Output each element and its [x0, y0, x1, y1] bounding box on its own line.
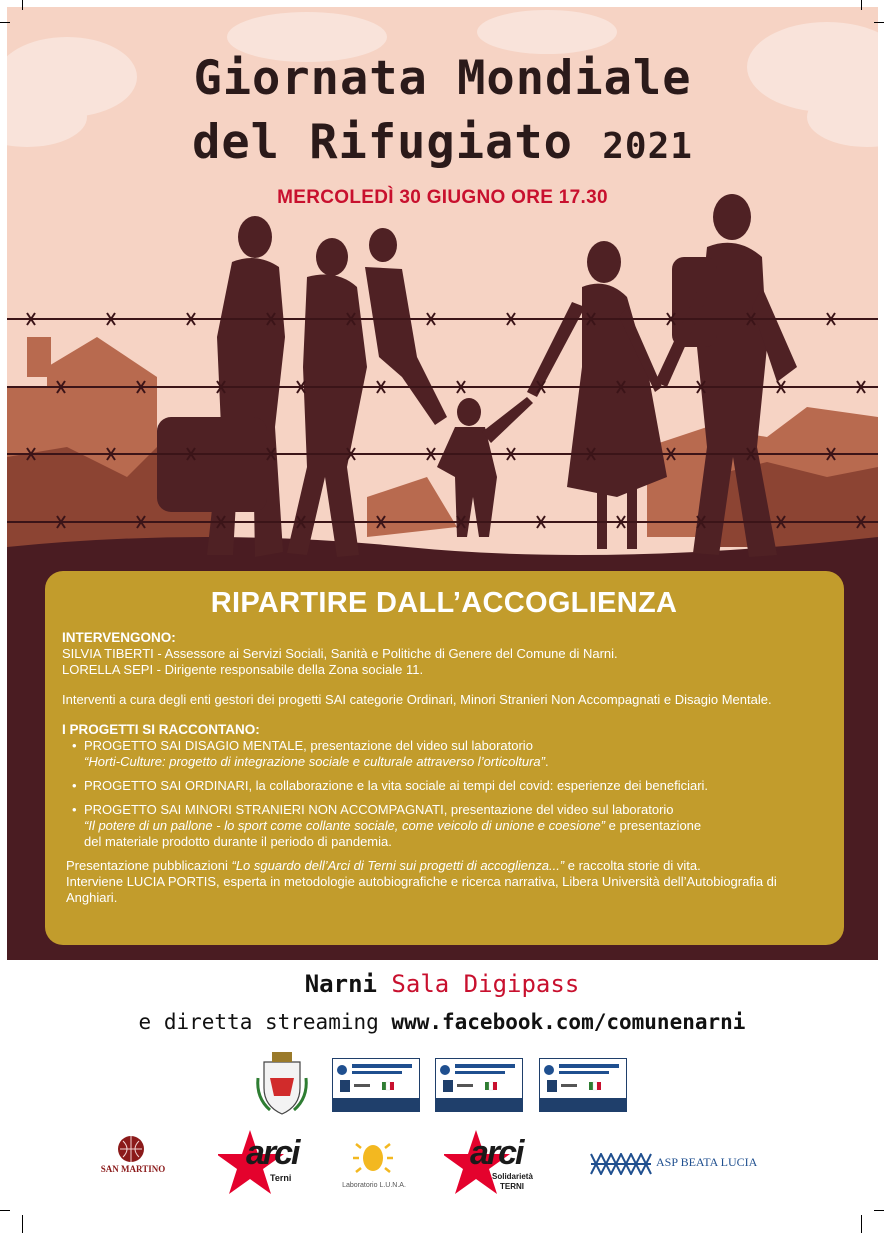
people-silhouettes	[157, 194, 797, 557]
sai-badge-2-logo	[435, 1058, 523, 1112]
crop-mark	[874, 1210, 884, 1211]
title-year: 2021	[602, 126, 693, 167]
sai-badge-3-logo	[539, 1058, 627, 1112]
arci-terni-sub-2: TERNI	[500, 1182, 524, 1191]
sun-logo-icon	[350, 1138, 396, 1178]
project-tail: .	[545, 754, 549, 769]
event-date: MERCOLEDÌ 30 GIUGNO ORE 17.30	[277, 187, 608, 208]
venue-city: Narni	[304, 970, 377, 998]
poster	[7, 7, 878, 960]
project-italic: “Horti-Culture: progetto di integrazione sociale e culturale attraverso l’orticoltura”	[84, 754, 545, 769]
narni-coat-of-arms-logo	[254, 1048, 310, 1118]
project-tail: e presentazione	[605, 818, 702, 833]
publication-text	[62, 858, 826, 874]
interventions-text: Interventi a cura degli enti gestori dei progetti SAI categorie Ordinari, Minori Stranieri Non Accompagnati e Disagio Mentale.	[62, 692, 772, 707]
speaker-1: SILVIA TIBERTI - Assessore ai Servizi Sociali, Sanità e Politiche di Genere del Comune di Narni.	[62, 646, 618, 661]
crop-mark	[0, 22, 10, 23]
asp-label: ASP BEATA LUCIA	[656, 1155, 758, 1169]
projects-label: I PROGETTI SI RACCONTANO:	[62, 722, 260, 737]
program-card	[45, 571, 844, 945]
crop-mark	[22, 0, 23, 10]
streaming-line	[0, 1010, 884, 1034]
crop-mark	[861, 0, 862, 10]
crop-mark	[861, 1215, 862, 1233]
publication-pre: Presentazione pubblicazioni	[66, 858, 232, 873]
speakers-label: INTERVENGONO:	[62, 630, 176, 645]
publication-post: e raccolta storie di vita.	[564, 858, 701, 873]
speaker-2: LORELLA SEPI - Dirigente responsabile della Zona sociale 11.	[62, 662, 424, 677]
project-item	[72, 802, 826, 850]
arci-terni-sub: Terni	[270, 1173, 292, 1183]
arci-word-2: arci	[470, 1134, 523, 1172]
final-speaker: Interviene LUCIA PORTIS, esperta in metodologie autobiografiche e ricerca narrativa, Libera Università dell’Autobiografia di Anghiari.	[66, 874, 777, 905]
asp-pattern-icon	[590, 1153, 652, 1175]
crop-mark	[22, 1215, 23, 1233]
laboratorio-label: Laboratorio L.U.N.A.	[342, 1182, 406, 1189]
title-line-2	[7, 115, 878, 170]
venue-hall: Sala Digipass	[391, 970, 580, 998]
stream-url[interactable]: www.facebook.com/comunenarni	[391, 1010, 746, 1034]
card-title: RIPARTIRE DALL’ACCOGLIENZA	[210, 587, 678, 619]
sai-badge-1-logo	[332, 1058, 420, 1112]
project-tail-2: del materiale prodotto durante il periodo di pandemia.	[84, 834, 392, 849]
crop-mark	[0, 1210, 10, 1211]
crop-mark	[874, 22, 884, 23]
projects-list	[62, 738, 826, 850]
project-italic: “Il potere di un pallone - lo sport come collante sociale, come veicolo di unione e coesione”	[84, 818, 606, 833]
project-title: PROGETTO SAI ORDINARI, la collaborazione e la vita sociale ai tempi del covid: esperienze dei beneficiari.	[84, 778, 709, 793]
title-line-1: Giornata Mondiale	[193, 51, 692, 106]
arci-word-1: arci	[246, 1134, 299, 1172]
stream-prefix: e diretta streaming	[138, 1010, 379, 1034]
project-title: PROGETTO SAI MINORI STRANIERI NON ACCOMPAGNATI, presentazione del video sul laboratorio	[84, 802, 674, 817]
san-martino-label: SAN MARTINO	[100, 1164, 166, 1174]
project-item	[72, 778, 826, 794]
arci-solidarieta-sub: Solidarietà	[492, 1172, 533, 1181]
san-martino-globe-icon	[116, 1134, 146, 1164]
publication-italic: “Lo sguardo dell’Arci di Terni sui progetti di accoglienza...”	[231, 858, 565, 873]
venue	[0, 970, 884, 998]
title-text: del Rifugiato	[192, 115, 573, 170]
project-title: PROGETTO SAI DISAGIO MENTALE, presentazione del video sul laboratorio	[84, 738, 533, 753]
project-item	[72, 738, 826, 770]
